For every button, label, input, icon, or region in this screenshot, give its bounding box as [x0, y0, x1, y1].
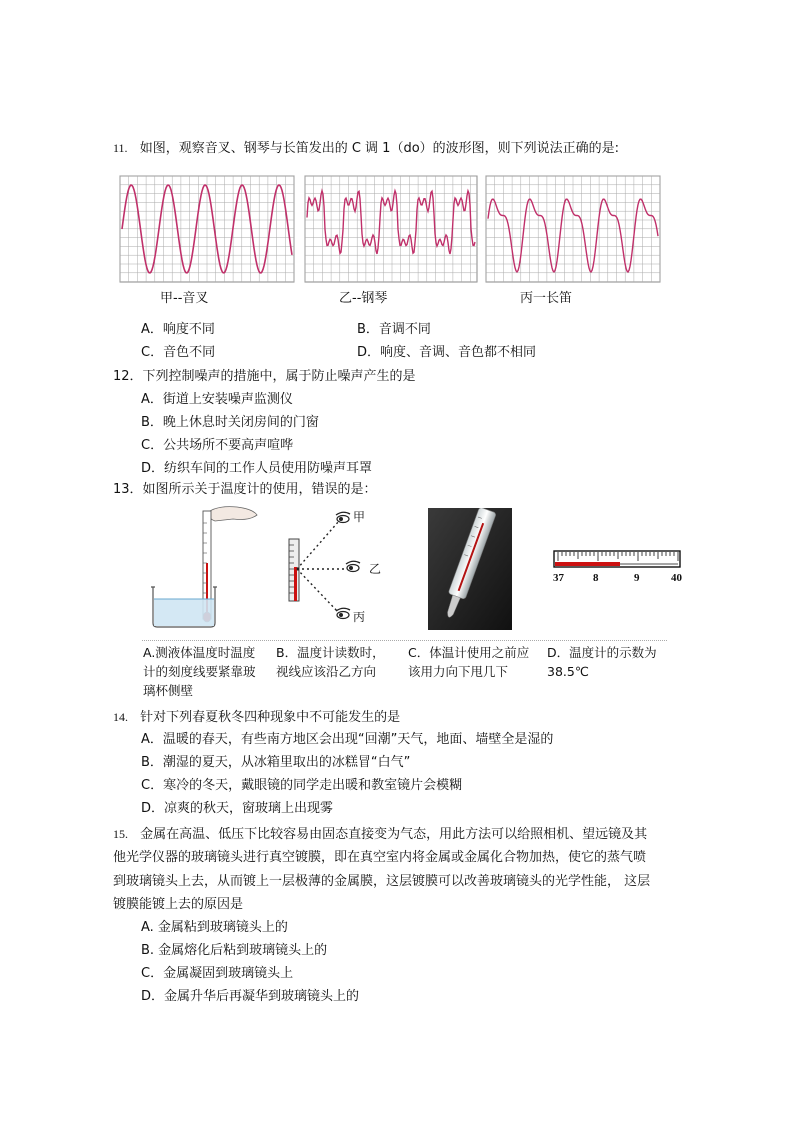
q11-option-d: D．响度、音调、音色都不相同 — [357, 345, 537, 360]
wave-label-fork: 甲--音叉 — [160, 291, 209, 306]
q13-caption-a-2: 计的刻度线要紧靠玻 — [143, 664, 256, 679]
q15-option-d: D．金属升华后再凝华到玻璃镜头上的 — [141, 989, 360, 1004]
q14-option-d: D．凉爽的秋天，窗玻璃上出现雾 — [141, 801, 334, 816]
q13-caption-a-3: 璃杯侧壁 — [143, 683, 194, 698]
q14-stem-line — [113, 708, 400, 727]
q14-option-b: B．潮湿的夏天，从冰箱里取出的冰糕冒“白气” — [141, 755, 411, 770]
q13-caption-c-2: 该用力向下甩几下 — [408, 664, 509, 679]
eye-icon-top — [336, 512, 350, 522]
q12-option-c: C．公共场所不要高声喧哗 — [141, 438, 294, 453]
q11-stem: 如图，观察音叉、钢琴与长笛发出的 C 调 1（do）的波形图，则下列说法正确的是: — [139, 141, 620, 156]
wave-label-piano: 乙--钢琴 — [339, 291, 388, 306]
q14-option-a: A．温暖的春天，有些南方地区会出现“回潮”天气，地面、墙壁全是湿的 — [141, 732, 554, 747]
eye-label-bing: 丙 — [353, 610, 366, 624]
wave-figure-fork — [118, 172, 298, 306]
q14-number: 14. — [113, 710, 128, 724]
q12-option-b: B．晚上休息时关闭房间的门窗 — [141, 415, 319, 430]
wave-figure-flute — [484, 172, 664, 306]
q15-stem-line-2: 他光学仪器的玻璃镜头进行真空镀膜，即在真空室内将金属或金属化合物加热，使它的蒸气喷 — [113, 850, 647, 865]
q13-caption-d-1: D．温度计的示数为 — [547, 645, 657, 660]
tuning-fork-waveform — [118, 172, 298, 287]
thermometer-scale-figure — [550, 545, 685, 585]
q14-stem: 针对下列春夏秋冬四种现象中不可能发生的是 — [140, 710, 401, 725]
q11-stem-line — [113, 139, 619, 158]
q15-option-c: C．金属凝固到玻璃镜头上 — [141, 966, 294, 981]
q13-caption-b-2: 视线应该沿乙方向 — [276, 664, 377, 679]
q12-stem: 12．下列控制噪声的措施中，属于防止噪声产生的是 — [113, 369, 416, 384]
q13-caption-a-1: A.测液体温度时温度 — [143, 645, 256, 660]
q15-stem-line-4: 镀膜能镀上去的原因是 — [113, 897, 244, 912]
wave-figure-piano — [303, 172, 481, 306]
q12-option-d: D．纺织车间的工作人员使用防噪声耳罩 — [141, 461, 373, 476]
eye-label-yi: 乙 — [369, 562, 382, 576]
q11-option-b: B．音调不同 — [357, 322, 431, 337]
q11-option-a: A．响度不同 — [141, 322, 215, 337]
wave-label-flute: 丙一长笛 — [520, 291, 573, 306]
q13-caption-c-1: C．体温计使用之前应 — [408, 645, 530, 660]
q11-number: 11. — [113, 141, 128, 155]
eye-icon-bottom — [336, 608, 350, 618]
q15-option-b: B. 金属熔化后粘到玻璃镜头上的 — [141, 943, 328, 958]
eye-label-jia: 甲 — [353, 510, 366, 524]
eye-icon-middle — [346, 561, 360, 571]
q15-stem-line-3: 到玻璃镜头上去，从而镀上一层极薄的金属膜，这层镀膜可以改善玻璃镜头的光学性能， 这层 — [113, 874, 651, 889]
q11-option-c: C．音色不同 — [141, 345, 216, 360]
q15-number: 15. — [113, 827, 128, 841]
q15-stem-line-1 — [113, 825, 647, 844]
scale-tick-9: 9 — [634, 572, 640, 584]
beaker-thermometer-figure — [145, 503, 265, 628]
figure-separator — [142, 640, 667, 641]
clinical-thermometer-photo — [428, 508, 512, 630]
q14-option-c: C．寒冷的冬天，戴眼镜的同学走出暖和教室镜片会模糊 — [141, 778, 463, 793]
q12-option-a: A．街道上安装噪声监测仪 — [141, 392, 293, 407]
scale-tick-40: 40 — [671, 572, 682, 584]
q15-stem-1: 金属在高温、低压下比较容易由固态直接变为气态，用此方法可以给照相机、望远镜及其 — [140, 827, 648, 842]
q15-option-a: A. 金属粘到玻璃镜头上的 — [141, 920, 288, 935]
scale-tick-8: 8 — [593, 572, 599, 584]
hand-icon — [207, 507, 257, 521]
q13-stem: 13．如图所示关于温度计的使用，错误的是： — [113, 482, 377, 497]
flute-waveform — [484, 172, 664, 287]
q13-caption-d-2: 38.5℃ — [547, 664, 589, 679]
piano-waveform — [303, 172, 481, 287]
q13-caption-b-1: B．温度计读数时， — [276, 645, 385, 660]
scale-tick-37: 37 — [553, 572, 564, 584]
